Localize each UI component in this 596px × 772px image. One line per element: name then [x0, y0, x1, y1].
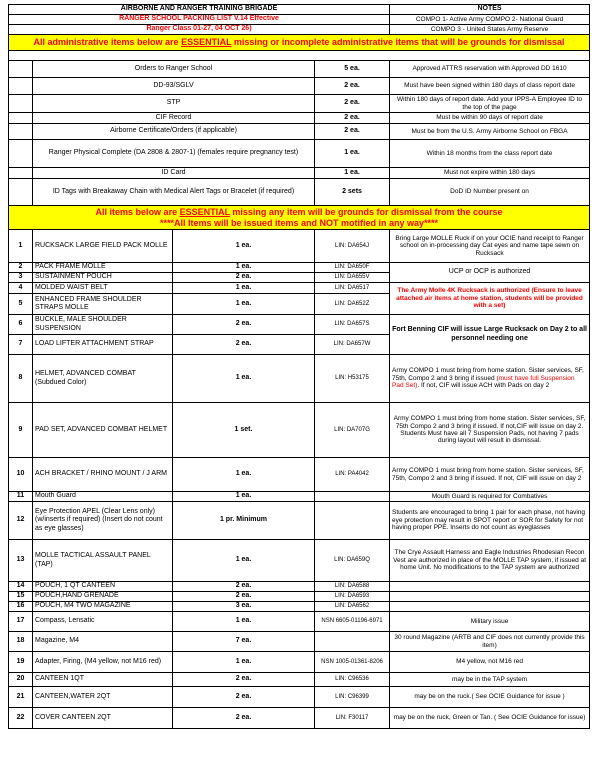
item-number: 8	[9, 355, 33, 403]
item-qty: 3 ea.	[173, 602, 315, 612]
canteen2-note: may be on the ruck.( See OCIE Guidance for issue )	[390, 687, 590, 708]
item-name: ACH BRACKET / RHINO MOUNT / J ARM	[33, 458, 173, 492]
table-row	[9, 582, 590, 592]
item-number: 7	[9, 335, 33, 355]
rucksack-note: Bring Large MOLLE Ruck if on your OCIE hand receipt to Ranger school on in-processing day Cat eyes and name tape sewn on Rucksack	[390, 230, 590, 263]
admin-qty: 2 sets	[315, 179, 390, 206]
item-lin: LIN: DA707G	[315, 403, 390, 458]
ruck4k-note: The Army Molle 4K Rucksack is authorized (Ensure to leave attached air items at home station, students will be provided with a set)	[390, 283, 590, 315]
table-row	[9, 355, 590, 403]
table-row	[9, 540, 590, 582]
item-number: 4	[9, 283, 33, 294]
item-qty: 1 ea.	[173, 294, 315, 315]
admin-row	[9, 168, 590, 179]
item-lin: LIN: DA6562	[315, 602, 390, 612]
item-name: MOLLE TACTICAL ASSAULT PANEL (TAP)	[33, 540, 173, 582]
table-row	[9, 708, 590, 729]
admin-note: DoD ID Number present on	[390, 179, 590, 206]
item-number: 21	[9, 687, 33, 708]
item-qty: 1 set.	[173, 403, 315, 458]
item-name: BUCKLE, MALE SHOULDER SUSPENSION	[33, 315, 173, 335]
items-banner: All items below are ESSENTIAL missing any item will be grounds for dismissal from the course ****All Items will be issued items and NOT motified in any way****	[9, 206, 590, 230]
admin-row	[9, 113, 590, 124]
item-number: 20	[9, 673, 33, 687]
item-qty: 1 ea.	[173, 612, 315, 632]
item-lin: LIN: DA6517	[315, 283, 390, 294]
table-row	[9, 673, 590, 687]
item-qty: 2 ea.	[173, 582, 315, 592]
admin-qty: 1 ea.	[315, 168, 390, 179]
item-lin	[315, 632, 390, 652]
item-number: 9	[9, 403, 33, 458]
table-row	[9, 612, 590, 632]
item-name: PAD SET, ADVANCED COMBAT HELMET	[33, 403, 173, 458]
item-lin: LIN: H53175	[315, 355, 390, 403]
compo-line-2: COMPO 3 - United States Army Reserve	[390, 25, 590, 35]
table-row	[9, 632, 590, 652]
item-qty: 1 ea.	[173, 652, 315, 673]
admin-note: Within 180 days of report date. Add your IPPS-A Employee ID to the top of the page	[390, 95, 590, 113]
item-qty: 1 ea.	[173, 458, 315, 492]
item-name: POUCH, M4 TWO MAGAZINE	[33, 602, 173, 612]
admin-item: ID Tags with Breakaway Chain with Medical Alert Tags or Bracelet (if required)	[33, 179, 315, 206]
item-qty: 2 ea.	[173, 687, 315, 708]
table-row	[9, 283, 590, 294]
eyepro-note: Students are encouraged to bring 1 pair for each phase, not having eye protection may result in SPOT report or SOR for Safety for not having proper PPE. Inserts do not count as eyeglasses	[390, 502, 590, 540]
helmet-note: Army COMPO 1 must bring from home station. Sister services, SF, 75th, Compo 2 and 3 bring if issued (must have full Suspension Pad Set). If not, CIF will issue ACH with Pads on day 2	[390, 355, 590, 403]
item-lin: NSN 6605-01196-6971	[315, 612, 390, 632]
item-lin: LIN: C96536	[315, 673, 390, 687]
item-lin	[315, 492, 390, 502]
admin-row	[9, 124, 590, 140]
item-qty: 2 ea.	[173, 592, 315, 602]
item-number: 10	[9, 458, 33, 492]
admin-item: Orders to Ranger School	[33, 61, 315, 78]
item-name: PACK FRAME MOLLE	[33, 263, 173, 273]
spacer-row	[9, 51, 590, 61]
item-name: MOLDED WAIST BELT	[33, 283, 173, 294]
item-name: Mouth Guard	[33, 492, 173, 502]
adapter-note: M4 yellow, not M16 red	[390, 652, 590, 673]
admin-item: CIF Record	[33, 113, 315, 124]
admin-row	[9, 95, 590, 113]
item-number: 6	[9, 315, 33, 335]
admin-item: STP	[33, 95, 315, 113]
table-row	[9, 602, 590, 612]
table-row	[9, 315, 590, 335]
item-number: 5	[9, 294, 33, 315]
item-number: 3	[9, 273, 33, 283]
admin-note: Within 18 months from the class report date	[390, 140, 590, 168]
item-lin: LIN: DA650F	[315, 263, 390, 273]
magazine-note: 30 round Magazine (ARTB and CIF does not currently provide this item)	[390, 632, 590, 652]
admin-item: DD-93/SGLV	[33, 78, 315, 95]
admin-row	[9, 78, 590, 95]
compo-line-1: COMPO 1- Active Army COMPO 2- National Guard	[390, 15, 590, 25]
item-lin: LIN: DA652Z	[315, 294, 390, 315]
item-lin: LIN: C96399	[315, 687, 390, 708]
item-qty: 1 ea.	[173, 540, 315, 582]
admin-note: Approved ATTRS reservation with Approved DD 1610	[390, 61, 590, 78]
item-name: Adapter, Firing, (M4 yellow, not M16 red)	[33, 652, 173, 673]
admin-row	[9, 140, 590, 168]
admin-note: Must have been signed within 180 days of class report date	[390, 78, 590, 95]
item-number: 2	[9, 263, 33, 273]
item-qty: 1 pr. Minimum	[173, 502, 315, 540]
admin-qty: 2 ea.	[315, 95, 390, 113]
admin-qty: 2 ea.	[315, 113, 390, 124]
item-qty: 2 ea.	[173, 673, 315, 687]
tap-note: The Crye Assault Harness and Eagle Industries Rhodesian Recon Vest are authorized in place of the MOLLE TAP system, if issued at home Unit. No modifications to the TAP system are authorized	[390, 540, 590, 582]
item-number: 1	[9, 230, 33, 263]
table-row	[9, 458, 590, 492]
admin-qty: 5 ea.	[315, 61, 390, 78]
admin-note: Must not expire within 180 days	[390, 168, 590, 179]
admin-note: Must be from the U.S. Army Airborne School on FBGA	[390, 124, 590, 140]
item-number: 17	[9, 612, 33, 632]
item-number: 19	[9, 652, 33, 673]
admin-row	[9, 61, 590, 78]
item-number: 18	[9, 632, 33, 652]
cover-note: may be on the ruck, Green or Tan. ( See OCIE Guidance for issue)	[390, 708, 590, 729]
admin-item: Airborne Certificate/Orders (if applicable)	[33, 124, 315, 140]
table-row	[9, 403, 590, 458]
admin-banner: All administrative items below are ESSENTIAL missing or incomplete administrative items that will be grounds for dismissal	[9, 35, 590, 51]
ach-note: Army COMPO 1 must bring from home station. Sister services, SF, 75th, Compo 2 and 3 bring if issued. If not, CIF will issue on day 2	[390, 458, 590, 492]
admin-qty: 2 ea.	[315, 124, 390, 140]
item-lin: LIN: PA4042	[315, 458, 390, 492]
item-qty: 2 ea.	[173, 335, 315, 355]
notes-title: NOTES	[390, 5, 590, 15]
item-number: 13	[9, 540, 33, 582]
item-number: 12	[9, 502, 33, 540]
item-lin: LIN: DA657W	[315, 335, 390, 355]
ucp-note: UCP or OCP is authorized	[390, 263, 590, 283]
cif-large-note: Fort Benning CIF will issue Large Rucksack on Day 2 to all personnel needing one	[390, 315, 590, 355]
brigade-title: AIRBORNE AND RANGER TRAINING BRIGADE	[9, 5, 390, 15]
item-name: COVER CANTEEN 2QT	[33, 708, 173, 729]
item-number: 16	[9, 602, 33, 612]
item-lin: LIN: DA659Q	[315, 540, 390, 582]
admin-qty: 2 ea.	[315, 78, 390, 95]
item-name: Eye Protection APEL (Clear Lens only) (w/inserts if required) (Insert do not count as eye glasses)	[33, 502, 173, 540]
item-qty: 1 ea.	[173, 283, 315, 294]
packing-list-table	[8, 4, 590, 729]
table-row	[9, 263, 590, 273]
item-name: POUCH,HAND GRENADE	[33, 592, 173, 602]
canteen1-note: may be in the TAP system	[390, 673, 590, 687]
admin-item: ID Card	[33, 168, 315, 179]
item-number: 22	[9, 708, 33, 729]
item-qty: 1 ea.	[173, 263, 315, 273]
item-lin	[315, 502, 390, 540]
item-name: Compass, Lensatic	[33, 612, 173, 632]
padset-note: Army COMPO 1 must bring from home station. Sister services, SF, 75th Compo 2 and 3 bring if issued. If not,CIF will issue on day 2. Students Must have all 7 Suspension Pads, not having 7 pads during layout will result in dismissal.	[390, 403, 590, 458]
admin-note: Must be within 90 days of report date	[390, 113, 590, 124]
admin-row	[9, 179, 590, 206]
item-qty: 2 ea.	[173, 315, 315, 335]
item-qty: 1 ea.	[173, 355, 315, 403]
item-qty: 1 ea.	[173, 230, 315, 263]
table-row	[9, 592, 590, 602]
mouthguard-note: Mouth Guard is required for Combatives	[390, 492, 590, 502]
item-qty: 7 ea.	[173, 632, 315, 652]
item-name: RUCKSACK LARGE FIELD PACK MOLLE	[33, 230, 173, 263]
table-row	[9, 230, 590, 263]
item-name: HELMET, ADVANCED COMBAT (Subdued Color)	[33, 355, 173, 403]
item-lin: LIN: DA6588	[315, 582, 390, 592]
item-name: CANTEEN,WATER 2QT	[33, 687, 173, 708]
item-number: 14	[9, 582, 33, 592]
table-row	[9, 492, 590, 502]
item-name: CANTEEN 1QT	[33, 673, 173, 687]
table-row	[9, 652, 590, 673]
class-info: Ranger Class 01-27, 04 OCT 26)	[9, 25, 390, 35]
item-lin: LIN: DA657S	[315, 315, 390, 335]
item-number: 11	[9, 492, 33, 502]
item-lin: LIN: DA6593	[315, 592, 390, 602]
item-name: SUSTAINMENT POUCH	[33, 273, 173, 283]
table-row	[9, 687, 590, 708]
admin-item: Ranger Physical Complete (DA 2808 & 2807-1) (females require pregnancy test)	[33, 140, 315, 168]
item-qty: 2 ea.	[173, 273, 315, 283]
item-name: ENHANCED FRAME SHOULDER STRAPS MOLLE	[33, 294, 173, 315]
admin-qty: 1 ea.	[315, 140, 390, 168]
compass-note: Military issue	[390, 612, 590, 632]
item-name: LOAD LIFTER ATTACHMENT STRAP	[33, 335, 173, 355]
table-row	[9, 502, 590, 540]
item-number: 15	[9, 592, 33, 602]
item-qty: 2 ea.	[173, 708, 315, 729]
item-qty: 1 ea.	[173, 492, 315, 502]
item-name: Magazine, M4	[33, 632, 173, 652]
item-lin: LIN: F30117	[315, 708, 390, 729]
list-title: RANGER SCHOOL PACKING LIST V.14 Effective	[9, 15, 390, 25]
item-lin: NSN 1005-01361-8206	[315, 652, 390, 673]
item-name: POUCH, 1 QT CANTEEN	[33, 582, 173, 592]
item-lin: LIN: DA654J	[315, 230, 390, 263]
item-lin: LIN: DA655V	[315, 273, 390, 283]
